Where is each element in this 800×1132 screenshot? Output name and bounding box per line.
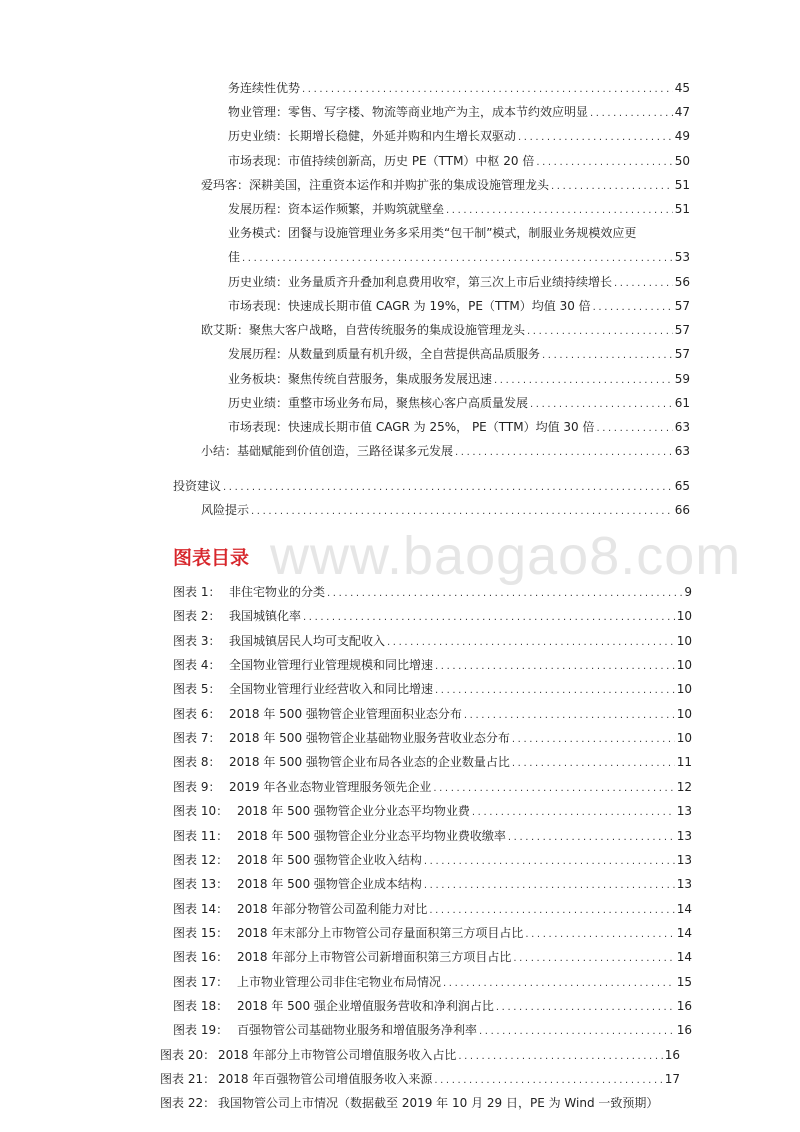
toc-entry-title: 物业管理：零售、写字楼、物流等商业地产为主，成本节约效应明显	[228, 105, 589, 119]
figure-entry[interactable]	[173, 777, 692, 797]
toc-entry[interactable]	[228, 272, 690, 292]
toc-entry-title: 风险提示	[201, 503, 250, 517]
toc-entry-title: 佳	[228, 250, 241, 264]
figure-page: 11	[676, 755, 692, 770]
figure-entry[interactable]	[173, 631, 692, 651]
figure-title: 百强物管公司基础物业服务和增值服务净利率	[237, 1023, 478, 1038]
toc-entry[interactable]	[201, 320, 690, 340]
dot-leader	[223, 478, 673, 496]
figure-title: 2018 年 500 强物管企业基础物业服务营收业态分布	[229, 731, 510, 746]
toc-entry-title: 务连续性优势	[228, 81, 301, 95]
figure-label: 图表 4：	[173, 658, 221, 673]
toc-entry[interactable]	[201, 441, 690, 461]
toc-entry[interactable]	[228, 151, 690, 171]
toc-entry-title: 发展历程：从数量到质量有机升级，全自营提供高品质服务	[228, 347, 541, 361]
figure-page: 14	[676, 950, 692, 965]
toc-entry[interactable]	[228, 296, 690, 316]
figure-entry[interactable]	[173, 728, 692, 748]
dot-leader	[242, 249, 673, 267]
toc-entry[interactable]	[201, 175, 690, 195]
toc-entry-page: 61	[674, 396, 690, 410]
figure-page: 16	[676, 1023, 692, 1038]
dot-leader	[596, 419, 672, 437]
figure-title: 非住宅物业的分类	[229, 585, 326, 599]
dot-leader	[542, 346, 673, 364]
toc-entry-title: 欧艾斯：聚焦大客户战略，自营传统服务的集成设施管理龙头	[201, 323, 526, 337]
toc-entry-title: 历史业绩：重整市场业务布局，聚焦核心客户高质量发展	[228, 396, 529, 410]
dot-leader	[443, 974, 675, 992]
dot-leader	[435, 681, 675, 699]
figure-title: 2018 年 500 强物管企业成本结构	[237, 877, 422, 892]
figure-entry[interactable]	[173, 826, 692, 846]
toc-entry-page: 45	[674, 81, 690, 95]
figure-page: 10	[676, 682, 692, 697]
dot-leader	[424, 876, 675, 894]
figure-entry[interactable]	[173, 1020, 692, 1040]
figure-label: 图表 5：	[173, 682, 221, 697]
figure-label: 图表 6：	[173, 706, 221, 721]
toc-entry[interactable]	[228, 369, 690, 389]
figure-entry[interactable]	[173, 801, 692, 821]
figure-entry[interactable]	[173, 679, 692, 699]
figure-label: 图表 10：	[173, 804, 229, 819]
toc-entry-page: 50	[674, 154, 690, 168]
toc-entry-title: 历史业绩：长期增长稳健，外延并购和内生增长双驱动	[228, 129, 517, 143]
dot-leader	[435, 657, 675, 675]
figure-entry[interactable]	[160, 1093, 658, 1113]
toc-entry-title: 爱玛客：深耕美国，注重资本运作和并购扩张的集成设施管理龙头	[201, 178, 550, 192]
figure-page: 16	[676, 998, 692, 1013]
toc-entry-page: 49	[674, 129, 690, 143]
toc-entry[interactable]	[228, 199, 690, 219]
dot-leader	[590, 104, 673, 122]
toc-entry-title: 发展历程：资本运作频繁，并购筑就壁垒	[228, 202, 445, 216]
figure-page: 10	[676, 609, 692, 624]
toc-entry-page: 53	[674, 250, 690, 264]
figure-title: 2018 年 500 强物管企业收入结构	[237, 852, 422, 867]
dot-leader	[536, 153, 672, 171]
figure-label: 图表 14：	[173, 901, 229, 916]
figure-list-heading: 图表目录	[173, 547, 250, 569]
figure-label: 图表 15：	[173, 925, 229, 940]
toc-entry[interactable]	[173, 476, 690, 496]
figure-label: 图表 3：	[173, 633, 221, 648]
dot-leader	[303, 608, 675, 626]
figure-label: 图表 7：	[173, 731, 221, 746]
toc-entry[interactable]	[228, 417, 690, 437]
figure-entry[interactable]	[173, 582, 692, 602]
figure-entry[interactable]	[173, 704, 692, 724]
figure-title: 2018 年部分上市物管公司增值服务收入占比	[218, 1047, 457, 1062]
figure-entry[interactable]	[173, 850, 692, 870]
figure-entry[interactable]	[173, 606, 692, 626]
figure-page: 13	[676, 852, 692, 867]
figure-label: 图表 2：	[173, 609, 221, 624]
toc-entry[interactable]	[228, 344, 690, 364]
toc-entry-page: 63	[674, 420, 690, 434]
figure-entry[interactable]	[173, 947, 692, 967]
toc-entry[interactable]	[228, 247, 690, 267]
dot-leader	[472, 803, 675, 821]
figure-page: 13	[676, 828, 692, 843]
figure-page: 10	[676, 706, 692, 721]
figure-label: 图表 16：	[173, 950, 229, 965]
figure-title: 2018 年 500 强物管企业布局各业态的企业数量占比	[229, 755, 510, 770]
toc-entry-page: 57	[674, 323, 690, 337]
dot-leader	[512, 754, 675, 772]
toc-entry-page: 51	[674, 202, 690, 216]
toc-entry-title: 市场表现：快速成长期市值 CAGR 为 19%，PE（TTM）均值 30 倍	[228, 299, 591, 313]
figure-title: 2019 年各业态物业管理服务领先企业	[229, 779, 432, 794]
toc-entry-title: 市场表现：市值持续创新高，历史 PE（TTM）中枢 20 倍	[228, 154, 535, 168]
figure-entry[interactable]	[173, 752, 692, 772]
figure-title: 2018 年 500 强物管企业管理面积业态分布	[229, 706, 462, 721]
toc-entry[interactable]	[201, 500, 690, 520]
dot-leader	[518, 128, 673, 146]
toc-entry-page: 57	[674, 347, 690, 361]
dot-leader	[455, 443, 673, 461]
dot-leader	[464, 706, 675, 724]
figure-label: 图表 8：	[173, 755, 221, 770]
figure-title: 我国物管公司上市情况（数据截至 2019 年 10 月 29 日，PE 为 Wind 一致预期）	[218, 1096, 659, 1111]
figure-title: 上市物业管理公司非住宅物业布局情况	[237, 974, 442, 989]
figure-title: 2018 年 500 强企业增值服务营收和净利润占比	[237, 998, 494, 1013]
figure-title: 2018 年部分上市物管公司新增面积第三方项目占比	[237, 950, 512, 965]
figure-page: 10	[676, 633, 692, 648]
figure-page: 10	[676, 731, 692, 746]
dot-leader	[302, 80, 673, 98]
figure-title: 全国物业管理行业管理规模和同比增速	[229, 658, 434, 673]
toc-entry[interactable]	[228, 393, 690, 413]
toc-entry-page: 57	[674, 299, 690, 313]
figure-entry[interactable]	[173, 899, 692, 919]
toc-entry[interactable]	[228, 223, 636, 243]
figure-label: 图表 18：	[173, 998, 229, 1013]
dot-leader	[551, 177, 673, 195]
toc-entry-title: 市场表现：快速成长期市值 CAGR 为 25%， PE（TTM）均值 30 倍	[228, 420, 595, 434]
figure-page: 13	[676, 804, 692, 819]
figure-entry[interactable]	[160, 1069, 680, 1089]
figure-label: 图表 13：	[173, 877, 229, 892]
dot-leader	[494, 371, 673, 389]
toc-entry-title: 业务模式：团餐与设施管理业务多采用类“包干制”模式，制服业务规模效应更	[228, 226, 637, 240]
figure-label: 图表 12：	[173, 852, 229, 867]
figure-page: 16	[664, 1047, 680, 1062]
figure-page: 15	[676, 974, 692, 989]
figure-title: 我国城镇居民人均可支配收入	[229, 633, 386, 648]
figure-label: 图表 17：	[173, 974, 229, 989]
dot-leader	[251, 502, 673, 520]
figure-entry[interactable]	[173, 655, 692, 675]
figure-label: 图表 1：	[173, 585, 221, 599]
dot-leader	[434, 1071, 662, 1089]
dot-leader	[327, 584, 682, 602]
figure-title: 2018 年 500 强物管企业分业态平均物业费	[237, 804, 470, 819]
figure-page: 13	[676, 877, 692, 892]
dot-leader	[593, 298, 673, 316]
toc-entry-title: 历史业绩：业务量质齐升叠加利息费用收窄，第三次上市后业绩持续增长	[228, 275, 613, 289]
figure-label: 图表 22：	[160, 1096, 216, 1111]
figure-entry[interactable]	[160, 1045, 680, 1065]
toc-entry-title: 小结：基础赋能到价值创造，三路径谋多元发展	[201, 444, 454, 458]
figure-title: 2018 年 500 强物管企业分业态平均物业费收缴率	[237, 828, 506, 843]
dot-leader	[512, 730, 675, 748]
toc-entry-title: 投资建议	[173, 479, 222, 493]
figure-title: 2018 年部分物管公司盈利能力对比	[237, 901, 428, 916]
figure-title: 2018 年百强物管公司增值服务收入来源	[218, 1072, 433, 1086]
dot-leader	[614, 274, 673, 292]
figure-label: 图表 11：	[173, 828, 229, 843]
figure-page: 12	[676, 779, 692, 794]
toc-entry-page: 63	[674, 444, 690, 458]
dot-leader	[433, 779, 674, 797]
toc-entry[interactable]	[228, 78, 690, 98]
dot-leader	[458, 1047, 662, 1065]
figure-page: 14	[676, 901, 692, 916]
dot-leader	[525, 925, 674, 943]
figure-label: 图表 21：	[160, 1072, 216, 1086]
toc-entry-page: 51	[674, 178, 690, 192]
dot-leader	[530, 395, 673, 413]
figure-entry[interactable]	[173, 996, 692, 1016]
dot-leader	[429, 901, 674, 919]
dot-leader	[496, 998, 675, 1016]
toc-entry-page: 59	[674, 372, 690, 386]
toc-entry[interactable]	[228, 126, 690, 146]
toc-entry-page: 65	[674, 479, 690, 493]
figure-entry[interactable]	[173, 972, 692, 992]
figure-title: 2018 年末部分上市物管公司存量面积第三方项目占比	[237, 925, 524, 940]
toc-entry[interactable]	[228, 102, 690, 122]
dot-leader	[424, 852, 675, 870]
dot-leader	[479, 1022, 675, 1040]
figure-title: 我国城镇化率	[229, 609, 302, 624]
figure-title: 全国物业管理行业经营收入和同比增速	[229, 682, 434, 697]
figure-page: 9	[684, 585, 692, 599]
dot-leader	[513, 949, 674, 967]
watermark: www.baogao8.com	[270, 526, 742, 586]
figure-label: 图表 19：	[173, 1023, 229, 1038]
figure-page: 17	[664, 1072, 680, 1086]
dot-leader	[527, 322, 673, 340]
figure-page: 14	[676, 925, 692, 940]
figure-entry[interactable]	[173, 874, 692, 894]
toc-entry-page: 56	[674, 275, 690, 289]
figure-entry[interactable]	[173, 923, 692, 943]
dot-leader	[508, 828, 675, 846]
dot-leader	[387, 633, 675, 651]
figure-label: 图表 9：	[173, 779, 221, 794]
dot-leader	[446, 201, 673, 219]
toc-entry-title: 业务板块：聚焦传统自营服务，集成服务发展迅速	[228, 372, 493, 386]
figure-page: 10	[676, 658, 692, 673]
toc-entry-page: 66	[674, 503, 690, 517]
figure-label: 图表 20：	[160, 1047, 216, 1062]
toc-entry-page: 47	[674, 105, 690, 119]
